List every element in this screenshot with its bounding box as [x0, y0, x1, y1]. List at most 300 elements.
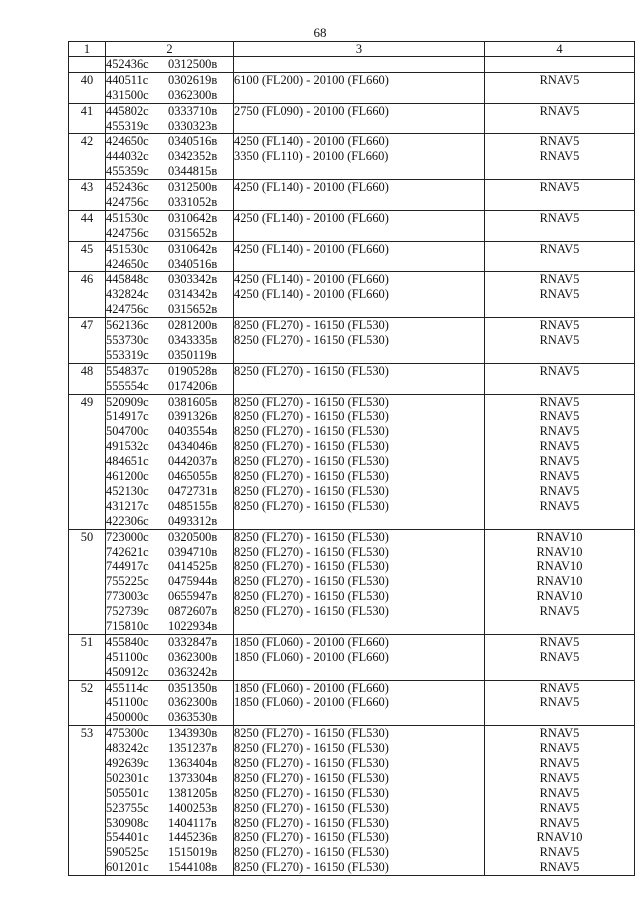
altitude-range: 8250 (FL270) - 16150 (FL530) — [234, 574, 389, 589]
longitude: 0310642в — [168, 210, 218, 225]
latitude: 555554с — [106, 378, 149, 393]
altitude-range: 8250 (FL270) - 16150 (FL530) — [234, 529, 389, 544]
navigation-spec: RNAV10 — [536, 589, 583, 604]
altitude-range: 8250 (FL270) - 16150 (FL530) — [234, 544, 389, 559]
latitude: 444032с — [106, 149, 149, 164]
navigation-spec-cell — [485, 103, 635, 134]
latitude: 723000с — [106, 529, 149, 544]
coordinates-cell — [106, 394, 234, 529]
longitude: 0331052в — [168, 195, 218, 210]
coordinates-cell — [106, 134, 234, 180]
altitude-range: 4250 (FL140) - 20100 (FL660) — [234, 241, 389, 256]
latitude: 445848с — [106, 272, 149, 287]
altitude-range: 8250 (FL270) - 16150 (FL530) — [234, 860, 389, 875]
longitude: 0190528в — [168, 363, 218, 378]
table-row — [69, 210, 635, 241]
longitude: 0394710в — [168, 544, 218, 559]
navigation-spec: RNAV5 — [539, 439, 580, 454]
navigation-spec-cell — [485, 272, 635, 318]
table-row — [69, 272, 635, 318]
latitude: 601201с — [106, 860, 149, 875]
altitude-range: 8250 (FL270) - 16150 (FL530) — [234, 318, 389, 333]
route-number-cell: 53 — [69, 726, 106, 876]
altitude-range: 8250 (FL270) - 16150 (FL530) — [234, 785, 389, 800]
longitude: 0315652в — [168, 225, 218, 240]
latitude: 514917с — [106, 409, 149, 424]
longitude: 0493312в — [168, 513, 218, 528]
longitude: 0403554в — [168, 424, 218, 439]
navigation-spec-cell — [485, 634, 635, 680]
navigation-spec: RNAV5 — [539, 845, 580, 860]
coordinate-line — [106, 395, 233, 410]
coordinate-line — [106, 73, 233, 88]
navigation-spec-cell — [485, 318, 635, 364]
latitude: 744917с — [106, 559, 149, 574]
navigation-spec: RNAV5 — [539, 726, 580, 741]
altitude-cell — [234, 103, 485, 134]
longitude: 0340516в — [168, 256, 218, 271]
navigation-spec-cell — [485, 529, 635, 634]
altitude-cell — [234, 363, 485, 394]
longitude: 0343335в — [168, 333, 218, 348]
longitude: 0312500в — [168, 57, 218, 71]
navigation-spec: RNAV5 — [539, 409, 580, 424]
table-row — [69, 103, 635, 134]
altitude-range: 8250 (FL270) - 16150 (FL530) — [234, 559, 389, 574]
column-header-1: 1 — [69, 42, 106, 57]
coordinate-line — [106, 589, 233, 604]
table-row — [69, 318, 635, 364]
coordinates-cell — [106, 726, 234, 876]
coordinate-line — [106, 635, 233, 650]
coordinate-line — [106, 695, 233, 710]
route-number-cell: 42 — [69, 134, 106, 180]
coordinate-line — [106, 88, 233, 103]
longitude: 0303342в — [168, 272, 218, 287]
coordinates-cell — [106, 241, 234, 272]
latitude: 452436с — [106, 57, 149, 71]
longitude: 1363404в — [168, 755, 218, 770]
latitude: 432824с — [106, 287, 149, 302]
longitude: 0342352в — [168, 149, 218, 164]
navigation-spec: RNAV5 — [539, 800, 580, 815]
altitude-range: 2750 (FL090) - 20100 (FL660) — [234, 103, 389, 118]
latitude: 450000с — [106, 710, 149, 725]
longitude: 1381205в — [168, 785, 218, 800]
route-number-cell: 44 — [69, 210, 106, 241]
table-row — [69, 529, 635, 634]
navigation-spec: RNAV10 — [536, 574, 583, 589]
latitude: 504700с — [106, 424, 149, 439]
altitude-range: 8250 (FL270) - 16150 (FL530) — [234, 454, 389, 469]
navigation-spec: RNAV5 — [539, 241, 580, 256]
coordinate-line — [106, 119, 233, 134]
longitude: 0340516в — [168, 134, 218, 149]
navigation-spec-cell — [485, 134, 635, 180]
longitude: 0434046в — [168, 439, 218, 454]
altitude-range: 8250 (FL270) - 16150 (FL530) — [234, 394, 389, 409]
coordinate-line — [106, 409, 233, 424]
longitude: 0655947в — [168, 589, 218, 604]
latitude: 424756с — [106, 302, 149, 317]
route-number-cell: 50 — [69, 529, 106, 634]
latitude: 455359с — [106, 164, 149, 179]
latitude: 452436с — [106, 180, 149, 195]
altitude-range: 8250 (FL270) - 16150 (FL530) — [234, 483, 389, 498]
table-row — [69, 72, 635, 103]
route-number-cell: 40 — [69, 72, 106, 103]
table-row — [69, 726, 635, 876]
latitude: 422306с — [106, 513, 149, 528]
coordinate-line — [106, 272, 233, 287]
latitude: 492639с — [106, 755, 149, 770]
navigation-spec: RNAV5 — [539, 210, 580, 225]
latitude: 590525с — [106, 845, 149, 860]
altitude-cell — [234, 726, 485, 876]
navigation-spec: RNAV5 — [539, 272, 580, 287]
longitude: 1515019в — [168, 845, 218, 860]
navigation-spec: RNAV5 — [539, 604, 580, 619]
navigation-spec: RNAV5 — [539, 680, 580, 695]
altitude-range: 1850 (FL060) - 20100 (FL660) — [234, 680, 389, 695]
navigation-spec: RNAV5 — [539, 741, 580, 756]
coordinates-cell — [106, 318, 234, 364]
latitude: 755225с — [106, 574, 149, 589]
navigation-spec: RNAV5 — [539, 483, 580, 498]
coordinate-line — [106, 545, 233, 560]
navigation-spec: RNAV5 — [539, 454, 580, 469]
coordinate-line — [106, 242, 233, 257]
coordinate-line — [106, 559, 233, 574]
coordinates-cell — [106, 210, 234, 241]
longitude: 0351350в — [168, 680, 218, 695]
navigation-spec: RNAV5 — [539, 498, 580, 513]
altitude-range: 8250 (FL270) - 16150 (FL530) — [234, 409, 389, 424]
altitude-range: 8250 (FL270) - 16150 (FL530) — [234, 424, 389, 439]
altitude-range: 8250 (FL270) - 16150 (FL530) — [234, 830, 389, 845]
longitude: 0465055в — [168, 469, 218, 484]
latitude: 475300с — [106, 726, 149, 741]
table-row — [69, 394, 635, 529]
coordinate-line — [106, 756, 233, 771]
altitude-cell — [234, 57, 485, 73]
navigation-spec: RNAV5 — [539, 424, 580, 439]
route-number-cell: 47 — [69, 318, 106, 364]
coordinates-cell — [106, 272, 234, 318]
altitude-range: 6100 (FL200) - 20100 (FL660) — [234, 72, 389, 87]
coordinate-line — [106, 180, 233, 195]
navigation-spec: RNAV5 — [539, 770, 580, 785]
altitude-range: 8250 (FL270) - 16150 (FL530) — [234, 800, 389, 815]
column-header-3: 3 — [234, 42, 485, 57]
navigation-spec-cell — [485, 180, 635, 211]
longitude: 1373304в — [168, 770, 218, 785]
column-header-2: 2 — [106, 42, 234, 57]
altitude-range: 8250 (FL270) - 16150 (FL530) — [234, 770, 389, 785]
latitude: 553730с — [106, 333, 149, 348]
page-number: 68 — [313, 25, 327, 40]
table-row — [69, 180, 635, 211]
altitude-range: 8250 (FL270) - 16150 (FL530) — [234, 439, 389, 454]
altitude-cell — [234, 529, 485, 634]
coordinate-line — [106, 164, 233, 179]
altitude-cell — [234, 134, 485, 180]
column-header-4: 4 — [485, 42, 635, 57]
coordinate-line — [106, 574, 233, 589]
latitude: 431217с — [106, 498, 149, 513]
coordinates-cell — [106, 72, 234, 103]
coordinate-line — [106, 771, 233, 786]
longitude: 1544108в — [168, 860, 218, 875]
longitude: 0475944в — [168, 574, 218, 589]
coordinate-line — [106, 149, 233, 164]
coordinate-line — [106, 860, 233, 875]
latitude: 530908с — [106, 815, 149, 830]
coordinates-cell — [106, 363, 234, 394]
latitude: 452130с — [106, 483, 149, 498]
coordinate-line — [106, 439, 233, 454]
coordinate-line — [106, 134, 233, 149]
route-number-cell: 46 — [69, 272, 106, 318]
table-header-row — [69, 42, 635, 57]
altitude-range: 1850 (FL060) - 20100 (FL660) — [234, 695, 389, 710]
navigation-spec-cell — [485, 363, 635, 394]
navigation-spec-cell — [485, 394, 635, 529]
longitude: 0485155в — [168, 498, 218, 513]
coordinate-line — [106, 226, 233, 241]
navigation-spec: RNAV5 — [539, 103, 580, 118]
altitude-range: 8250 (FL270) - 16150 (FL530) — [234, 333, 389, 348]
longitude: 0174206в — [168, 378, 218, 393]
altitude-cell — [234, 210, 485, 241]
altitude-range: 4250 (FL140) - 20100 (FL660) — [234, 180, 389, 195]
navigation-spec-cell — [485, 210, 635, 241]
altitude-cell — [234, 634, 485, 680]
latitude: 455114с — [106, 680, 149, 695]
altitude-range: 8250 (FL270) - 16150 (FL530) — [234, 845, 389, 860]
longitude: 0472731в — [168, 483, 218, 498]
coordinate-line — [106, 710, 233, 725]
coordinate-line — [106, 801, 233, 816]
coordinate-line — [106, 830, 233, 845]
latitude: 451530с — [106, 210, 149, 225]
longitude: 0312500в — [168, 180, 218, 195]
latitude: 424650с — [106, 256, 149, 271]
coordinate-line — [106, 681, 233, 696]
longitude: 0333710в — [168, 103, 218, 118]
latitude: 450912с — [106, 664, 149, 679]
altitude-cell — [234, 180, 485, 211]
navigation-spec: RNAV5 — [539, 363, 580, 378]
altitude-range: 1850 (FL060) - 20100 (FL660) — [234, 649, 389, 664]
navigation-spec: RNAV5 — [539, 394, 580, 409]
coordinate-line — [106, 741, 233, 756]
latitude: 491532с — [106, 439, 149, 454]
longitude: 0872607в — [168, 604, 218, 619]
coordinate-line — [106, 514, 233, 529]
longitude: 0344815в — [168, 164, 218, 179]
latitude: 440511с — [106, 72, 149, 87]
coordinate-line — [106, 379, 233, 394]
altitude-cell — [234, 680, 485, 726]
coordinate-line — [106, 619, 233, 634]
altitude-cell — [234, 72, 485, 103]
longitude: 0314342в — [168, 287, 218, 302]
coordinates-cell — [106, 57, 234, 73]
coordinates-cell — [106, 529, 234, 634]
altitude-range: 3350 (FL110) - 20100 (FL660) — [234, 149, 389, 164]
table-row — [69, 57, 635, 73]
longitude: 1343930в — [168, 726, 218, 741]
navigation-spec: RNAV5 — [539, 149, 580, 164]
coordinates-cell — [106, 180, 234, 211]
navigation-spec: RNAV10 — [536, 830, 583, 845]
latitude: 752739с — [106, 604, 149, 619]
coordinate-line — [106, 604, 233, 619]
latitude: 484651с — [106, 454, 149, 469]
navigation-spec: RNAV5 — [539, 134, 580, 149]
longitude: 0281200в — [168, 318, 218, 333]
coordinate-line — [106, 318, 233, 333]
latitude: 451530с — [106, 241, 149, 256]
longitude: 0310642в — [168, 241, 218, 256]
navigation-spec: RNAV5 — [539, 318, 580, 333]
coordinate-line — [106, 530, 233, 545]
altitude-range: 8250 (FL270) - 16150 (FL530) — [234, 755, 389, 770]
altitude-range: 8250 (FL270) - 16150 (FL530) — [234, 589, 389, 604]
longitude: 0320500в — [168, 529, 218, 544]
latitude: 483242с — [106, 741, 149, 756]
altitude-cell — [234, 241, 485, 272]
navigation-spec-cell — [485, 680, 635, 726]
altitude-range: 8250 (FL270) - 16150 (FL530) — [234, 363, 389, 378]
coordinate-line — [106, 333, 233, 348]
coordinate-line — [106, 57, 233, 72]
coordinate-line — [106, 499, 233, 514]
longitude: 0362300в — [168, 695, 218, 710]
navigation-spec: RNAV5 — [539, 755, 580, 770]
longitude: 1404117в — [168, 815, 217, 830]
altitude-range: 8250 (FL270) - 16150 (FL530) — [234, 498, 389, 513]
longitude: 0350119в — [168, 347, 217, 362]
altitude-range: 4250 (FL140) - 20100 (FL660) — [234, 134, 389, 149]
navigation-spec: RNAV5 — [539, 695, 580, 710]
navigation-spec-cell — [485, 726, 635, 876]
latitude: 554837с — [106, 363, 149, 378]
navigation-spec-cell — [485, 72, 635, 103]
route-number-cell: 41 — [69, 103, 106, 134]
latitude: 520909с — [106, 394, 149, 409]
coordinate-line — [106, 257, 233, 272]
coordinate-line — [106, 726, 233, 741]
latitude: 455319с — [106, 118, 149, 133]
navigation-spec: RNAV5 — [539, 287, 580, 302]
navigation-spec-cell — [485, 241, 635, 272]
latitude: 445802с — [106, 103, 149, 118]
coordinate-line — [106, 816, 233, 831]
altitude-range: 8250 (FL270) - 16150 (FL530) — [234, 469, 389, 484]
navigation-spec: RNAV5 — [539, 180, 580, 195]
longitude: 1445236в — [168, 830, 218, 845]
routes-table — [68, 41, 635, 876]
coordinate-line — [106, 845, 233, 860]
coordinates-cell — [106, 680, 234, 726]
route-number-cell: 49 — [69, 394, 106, 529]
coordinate-line — [106, 348, 233, 363]
table-row — [69, 241, 635, 272]
coordinate-line — [106, 211, 233, 226]
longitude: 0302619в — [168, 72, 218, 87]
navigation-spec: RNAV10 — [536, 544, 583, 559]
table-row — [69, 134, 635, 180]
coordinates-cell — [106, 634, 234, 680]
altitude-range: 4250 (FL140) - 20100 (FL660) — [234, 272, 389, 287]
latitude: 562136с — [106, 318, 149, 333]
navigation-spec: RNAV5 — [539, 469, 580, 484]
longitude: 1351237в — [168, 741, 218, 756]
table-row — [69, 363, 635, 394]
longitude: 0330323в — [168, 118, 218, 133]
latitude: 451100с — [106, 695, 149, 710]
latitude: 461200с — [106, 469, 149, 484]
navigation-spec: RNAV5 — [539, 815, 580, 830]
longitude: 0442037в — [168, 454, 218, 469]
latitude: 553319с — [106, 347, 149, 362]
table-row — [69, 680, 635, 726]
latitude: 505501с — [106, 785, 149, 800]
longitude: 0363530в — [168, 710, 218, 725]
coordinate-line — [106, 650, 233, 665]
coordinate-line — [106, 302, 233, 317]
navigation-spec-cell — [485, 57, 635, 73]
latitude: 424756с — [106, 195, 149, 210]
coordinate-line — [106, 786, 233, 801]
altitude-range: 8250 (FL270) - 16150 (FL530) — [234, 741, 389, 756]
coordinate-line — [106, 104, 233, 119]
longitude: 0362300в — [168, 649, 218, 664]
coordinates-cell — [106, 103, 234, 134]
latitude: 773003с — [106, 589, 149, 604]
latitude: 431500с — [106, 87, 149, 102]
longitude: 0363242в — [168, 664, 218, 679]
coordinate-line — [106, 195, 233, 210]
altitude-range: 8250 (FL270) - 16150 (FL530) — [234, 604, 389, 619]
latitude: 715810с — [106, 618, 149, 633]
latitude: 523755с — [106, 800, 149, 815]
latitude: 424756с — [106, 225, 149, 240]
route-number-cell: 52 — [69, 680, 106, 726]
coordinate-line — [106, 424, 233, 439]
navigation-spec: RNAV5 — [539, 72, 580, 87]
coordinate-line — [106, 454, 233, 469]
latitude: 424650с — [106, 134, 149, 149]
route-number-cell: 48 — [69, 363, 106, 394]
altitude-range: 1850 (FL060) - 20100 (FL660) — [234, 634, 389, 649]
navigation-spec: RNAV5 — [539, 785, 580, 800]
longitude: 0332847в — [168, 634, 218, 649]
altitude-range: 4250 (FL140) - 20100 (FL660) — [234, 287, 389, 302]
altitude-cell — [234, 394, 485, 529]
navigation-spec: RNAV5 — [539, 333, 580, 348]
longitude: 1022934в — [168, 618, 218, 633]
altitude-cell — [234, 272, 485, 318]
latitude: 554401с — [106, 830, 149, 845]
latitude: 451100с — [106, 649, 149, 664]
altitude-range: 8250 (FL270) - 16150 (FL530) — [234, 726, 389, 741]
altitude-range: 4250 (FL140) - 20100 (FL660) — [234, 210, 389, 225]
route-number-cell: 43 — [69, 180, 106, 211]
navigation-spec: RNAV5 — [539, 634, 580, 649]
